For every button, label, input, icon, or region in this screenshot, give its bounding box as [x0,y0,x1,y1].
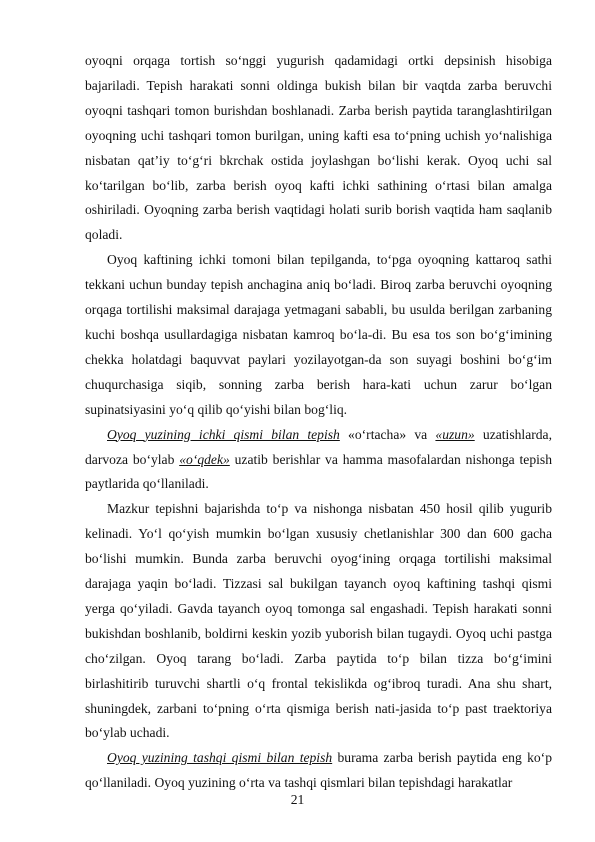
page-number: 21 [290,792,305,807]
paragraph-4-text: Mazkur tepishni bajarishda to‘p va nishonga nisbatan 450 hosil qilib yugurib kelinadi. Yo‘l qo‘yish mumkin bo‘lgan xususiy chetlanishlar 300 dan 600 gacha bo‘lishi mumkin. Bunda zarba beruvchi oyog‘ining orqaga tortilishi maksimal darajaga yaqin bo‘ladi. Tizzasi sal bukilgan tayanch oyoq kaftining tashqi qismi yerga qo‘yiladi. Gavda tayanch oyoq tomonga sal engashadi. Tepish harakati sonni bukishdan boshlanib, boldirni keskin yozib yuborish bilan tugaydi. Oyoq uchi pastga cho‘zilgan. Oyoq tarang bo‘ladi. Zarba paytida to‘p bilan tizza bo‘g‘imini birlashitirib turuvchi shartli o‘q frontal tekislikda og‘ibroq turadi. Ana shu shart, shuningdek, zarbani to‘pning o‘rta qismiga berish nati-jasida to‘p past traektoriya bo‘ylab uchadi. [85,501,552,741]
paragraph-4 [85,497,552,746]
paragraph-3-text-c: uzatib berishlar va hamma masofalardan nishonga tepish paytlarida qo‘llaniladi. [85,451,552,492]
body-text [85,49,552,796]
paragraph-3-text-a: «o‘rtacha» va [339,426,436,442]
term-inner-instep-kick: Oyoq yuzining ichki qismi bilan tepish [107,426,340,442]
paragraph-3-text-b: uzatishlarda, darvoza bo‘ylab [85,426,552,467]
paragraph-2 [85,248,552,422]
term-outer-instep-kick: Oyoq yuzining tashqi qismi bilan tepish [107,750,333,766]
paragraph-1-text: oyoqni orqaga tortish so‘nggi yugurish qadamidagi ortki depsinish hisobiga bajariladi. Tepish harakati sonni oldinga bukish bilan bir vaqtda zarba beruvchi oyoqni tashqari tomon burishdan boshlanadi. Zarba berish paytida taranglashtirilgan oyoqning uchi tashqari tomon burilgan, uning kafti esa to‘pning uchish yo‘nalishiga nisbatan qat’iy to‘g‘ri bkrchak ostida joylashgan bo‘lishi kerak. Oyoq uchi sal ko‘tarilgan bo‘lib, zarba berish oyoq kafti ichki sathining o‘rtasi bilan amalga oshiriladi. Oyoqning zarba berish vaqtidagi holati surib borish vaqtida ham saqlanib qoladi. [85,53,552,243]
paragraph-2-text: Oyoq kaftining ichki tomoni bilan tepilganda, to‘pga oyoqning kattaroq sathi tekkani uchun bunday tepish anchagina aniq bo‘ladi. Biroq zarba beruvchi oyoqning orqaga tortilishi maksimal darajaga yetmagani sababli, bu usulda berilgan zarbaning kuchi boshqa usullardagiga nisbatan kamroq bo‘la-di. Bu esa tos son bo‘g‘imining chekka holatdagi baquvvat paylari yozilayotgan-da son suyagi boshini bo‘g‘im chuqurchasiga siqib, sonning zarba berish hara-kati uchun zarur bo‘lgan supinatsiyasini yo‘q qilib qo‘yishi bilan bog‘liq. [85,252,552,417]
term-bullet: «o‘qdek» [179,451,230,467]
paragraph-1 [85,49,552,248]
paragraph-3 [85,423,552,498]
term-long: «uzun» [435,426,475,442]
paragraph-5-text: burama zarba berish paytida eng ko‘p qo‘llaniladi. Oyoq yuzining o‘rta va tashqi qismlari bilan tepishdagi harakatlar [85,750,552,791]
paragraph-5 [85,746,552,796]
